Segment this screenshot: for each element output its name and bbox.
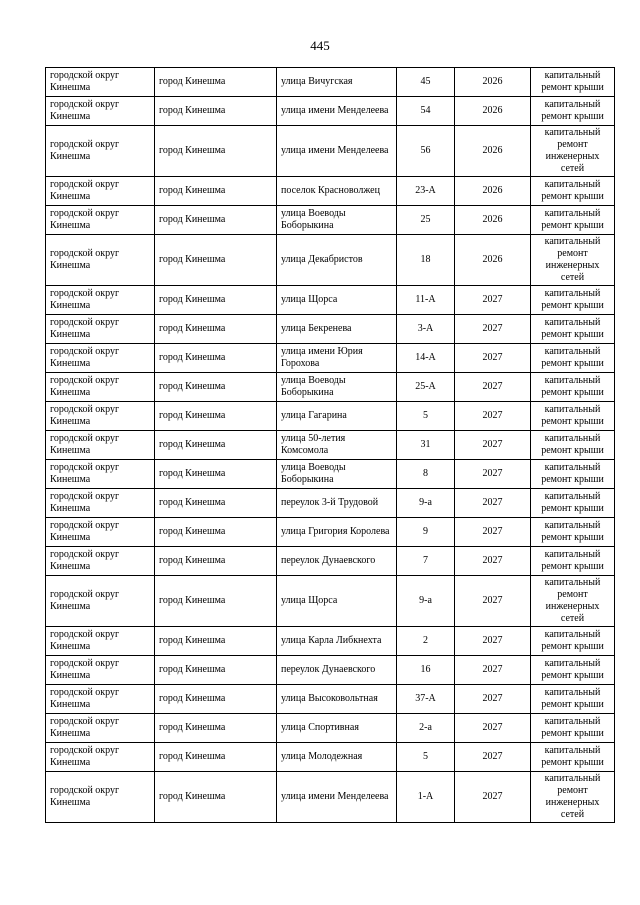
municipal-district-cell: городской округ Кинешма — [46, 743, 155, 772]
settlement-cell: город Кинешма — [155, 286, 277, 315]
municipal-district-cell: городской округ Кинешма — [46, 772, 155, 823]
work-type-cell: капитальный ремонт крыши — [531, 743, 615, 772]
year-cell: 2026 — [455, 68, 531, 97]
house-number-cell: 2-а — [397, 714, 455, 743]
work-type-cell: капитальный ремонт крыши — [531, 344, 615, 373]
municipal-district-cell: городской округ Кинешма — [46, 315, 155, 344]
house-number-cell: 31 — [397, 431, 455, 460]
street-cell: переулок Дунаевского — [277, 547, 397, 576]
house-number-cell: 56 — [397, 126, 455, 177]
house-number-cell: 45 — [397, 68, 455, 97]
municipal-district-cell: городской округ Кинешма — [46, 576, 155, 627]
municipal-district-cell: городской округ Кинешма — [46, 431, 155, 460]
work-type-cell: капитальный ремонт крыши — [531, 177, 615, 206]
house-number-cell: 3-А — [397, 315, 455, 344]
work-type-cell: капитальный ремонт инженерных сетей — [531, 126, 615, 177]
year-cell: 2027 — [455, 627, 531, 656]
table-row — [46, 344, 615, 373]
work-type-cell: капитальный ремонт крыши — [531, 714, 615, 743]
house-number-cell: 1-А — [397, 772, 455, 823]
municipal-district-cell: городской округ Кинешма — [46, 547, 155, 576]
municipal-district-cell: городской округ Кинешма — [46, 68, 155, 97]
street-cell: улица имени Юрия Горохова — [277, 344, 397, 373]
table-row — [46, 627, 615, 656]
house-number-cell: 5 — [397, 743, 455, 772]
work-type-cell: капитальный ремонт крыши — [531, 315, 615, 344]
work-type-cell: капитальный ремонт крыши — [531, 206, 615, 235]
street-cell: улица Вичугская — [277, 68, 397, 97]
registry-table-body — [46, 68, 615, 823]
settlement-cell: город Кинешма — [155, 576, 277, 627]
settlement-cell: город Кинешма — [155, 344, 277, 373]
house-number-cell: 14-А — [397, 344, 455, 373]
year-cell: 2027 — [455, 344, 531, 373]
work-type-cell: капитальный ремонт крыши — [531, 547, 615, 576]
work-type-cell: капитальный ремонт крыши — [531, 627, 615, 656]
house-number-cell: 18 — [397, 235, 455, 286]
municipal-district-cell: городской округ Кинешма — [46, 286, 155, 315]
year-cell: 2027 — [455, 547, 531, 576]
municipal-district-cell: городской округ Кинешма — [46, 235, 155, 286]
year-cell: 2027 — [455, 286, 531, 315]
year-cell: 2027 — [455, 743, 531, 772]
work-type-cell: капитальный ремонт инженерных сетей — [531, 235, 615, 286]
settlement-cell: город Кинешма — [155, 772, 277, 823]
settlement-cell: город Кинешма — [155, 402, 277, 431]
street-cell: улица имени Менделеева — [277, 772, 397, 823]
table-row — [46, 518, 615, 547]
settlement-cell: город Кинешма — [155, 206, 277, 235]
settlement-cell: город Кинешма — [155, 235, 277, 286]
work-type-cell: капитальный ремонт крыши — [531, 489, 615, 518]
house-number-cell: 9-а — [397, 489, 455, 518]
street-cell: улица имени Менделеева — [277, 126, 397, 177]
work-type-cell: капитальный ремонт инженерных сетей — [531, 772, 615, 823]
settlement-cell: город Кинешма — [155, 315, 277, 344]
registry-table — [45, 67, 615, 823]
street-cell: переулок 3-й Трудовой — [277, 489, 397, 518]
street-cell: улица Воеводы Боборыкина — [277, 206, 397, 235]
table-row — [46, 656, 615, 685]
settlement-cell: город Кинешма — [155, 685, 277, 714]
year-cell: 2026 — [455, 177, 531, 206]
municipal-district-cell: городской округ Кинешма — [46, 373, 155, 402]
house-number-cell: 9-а — [397, 576, 455, 627]
street-cell: улица Воеводы Боборыкина — [277, 460, 397, 489]
work-type-cell: капитальный ремонт крыши — [531, 373, 615, 402]
municipal-district-cell: городской округ Кинешма — [46, 518, 155, 547]
table-row — [46, 373, 615, 402]
table-row — [46, 547, 615, 576]
work-type-cell: капитальный ремонт крыши — [531, 656, 615, 685]
year-cell: 2027 — [455, 402, 531, 431]
municipal-district-cell: городской округ Кинешма — [46, 177, 155, 206]
settlement-cell: город Кинешма — [155, 518, 277, 547]
table-row — [46, 685, 615, 714]
street-cell: улица Щорса — [277, 286, 397, 315]
year-cell: 2026 — [455, 206, 531, 235]
year-cell: 2027 — [455, 656, 531, 685]
street-cell: улица Высоковольтная — [277, 685, 397, 714]
settlement-cell: город Кинешма — [155, 460, 277, 489]
table-row — [46, 460, 615, 489]
table-row — [46, 315, 615, 344]
house-number-cell: 23-А — [397, 177, 455, 206]
year-cell: 2027 — [455, 315, 531, 344]
settlement-cell: город Кинешма — [155, 97, 277, 126]
street-cell: поселок Красноволжец — [277, 177, 397, 206]
municipal-district-cell: городской округ Кинешма — [46, 126, 155, 177]
house-number-cell: 25-А — [397, 373, 455, 402]
page-number: 445 — [310, 38, 330, 53]
table-row — [46, 402, 615, 431]
municipal-district-cell: городской округ Кинешма — [46, 402, 155, 431]
settlement-cell: город Кинешма — [155, 431, 277, 460]
house-number-cell: 2 — [397, 627, 455, 656]
street-cell: улица Воеводы Боборыкина — [277, 373, 397, 402]
work-type-cell: капитальный ремонт крыши — [531, 431, 615, 460]
table-row — [46, 177, 615, 206]
year-cell: 2027 — [455, 772, 531, 823]
street-cell: улица Бекренева — [277, 315, 397, 344]
settlement-cell: город Кинешма — [155, 489, 277, 518]
year-cell: 2027 — [455, 460, 531, 489]
street-cell: улица Декабристов — [277, 235, 397, 286]
municipal-district-cell: городской округ Кинешма — [46, 460, 155, 489]
municipal-district-cell: городской округ Кинешма — [46, 206, 155, 235]
year-cell: 2027 — [455, 518, 531, 547]
street-cell: улица Карла Либкнехта — [277, 627, 397, 656]
settlement-cell: город Кинешма — [155, 177, 277, 206]
house-number-cell: 16 — [397, 656, 455, 685]
table-row — [46, 743, 615, 772]
work-type-cell: капитальный ремонт крыши — [531, 402, 615, 431]
table-row — [46, 431, 615, 460]
year-cell: 2027 — [455, 489, 531, 518]
work-type-cell: капитальный ремонт крыши — [531, 286, 615, 315]
table-row — [46, 206, 615, 235]
settlement-cell: город Кинешма — [155, 373, 277, 402]
house-number-cell: 54 — [397, 97, 455, 126]
street-cell: улица имени Менделеева — [277, 97, 397, 126]
work-type-cell: капитальный ремонт крыши — [531, 518, 615, 547]
municipal-district-cell: городской округ Кинешма — [46, 685, 155, 714]
year-cell: 2027 — [455, 576, 531, 627]
table-row — [46, 126, 615, 177]
table-row — [46, 235, 615, 286]
year-cell: 2027 — [455, 714, 531, 743]
street-cell: улица Молодежная — [277, 743, 397, 772]
house-number-cell: 7 — [397, 547, 455, 576]
year-cell: 2027 — [455, 431, 531, 460]
work-type-cell: капитальный ремонт инженерных сетей — [531, 576, 615, 627]
municipal-district-cell: городской округ Кинешма — [46, 627, 155, 656]
year-cell: 2027 — [455, 685, 531, 714]
street-cell: переулок Дунаевского — [277, 656, 397, 685]
house-number-cell: 8 — [397, 460, 455, 489]
year-cell: 2026 — [455, 235, 531, 286]
settlement-cell: город Кинешма — [155, 656, 277, 685]
street-cell: улица Щорса — [277, 576, 397, 627]
house-number-cell: 11-А — [397, 286, 455, 315]
house-number-cell: 25 — [397, 206, 455, 235]
work-type-cell: капитальный ремонт крыши — [531, 97, 615, 126]
work-type-cell: капитальный ремонт крыши — [531, 460, 615, 489]
street-cell: улица 50-летия Комсомола — [277, 431, 397, 460]
table-row — [46, 286, 615, 315]
municipal-district-cell: городской округ Кинешма — [46, 714, 155, 743]
year-cell: 2027 — [455, 373, 531, 402]
municipal-district-cell: городской округ Кинешма — [46, 344, 155, 373]
work-type-cell: капитальный ремонт крыши — [531, 685, 615, 714]
work-type-cell: капитальный ремонт крыши — [531, 68, 615, 97]
settlement-cell: город Кинешма — [155, 126, 277, 177]
house-number-cell: 9 — [397, 518, 455, 547]
year-cell: 2026 — [455, 126, 531, 177]
street-cell: улица Спортивная — [277, 714, 397, 743]
municipal-district-cell: городской округ Кинешма — [46, 656, 155, 685]
house-number-cell: 37-А — [397, 685, 455, 714]
street-cell: улица Гагарина — [277, 402, 397, 431]
street-cell: улица Григория Королева — [277, 518, 397, 547]
table-row — [46, 576, 615, 627]
table-row — [46, 714, 615, 743]
settlement-cell: город Кинешма — [155, 627, 277, 656]
table-row — [46, 772, 615, 823]
settlement-cell: город Кинешма — [155, 68, 277, 97]
year-cell: 2026 — [455, 97, 531, 126]
settlement-cell: город Кинешма — [155, 714, 277, 743]
house-number-cell: 5 — [397, 402, 455, 431]
settlement-cell: город Кинешма — [155, 547, 277, 576]
municipal-district-cell: городской округ Кинешма — [46, 97, 155, 126]
table-row — [46, 489, 615, 518]
table-row — [46, 97, 615, 126]
settlement-cell: город Кинешма — [155, 743, 277, 772]
municipal-district-cell: городской округ Кинешма — [46, 489, 155, 518]
table-row — [46, 68, 615, 97]
